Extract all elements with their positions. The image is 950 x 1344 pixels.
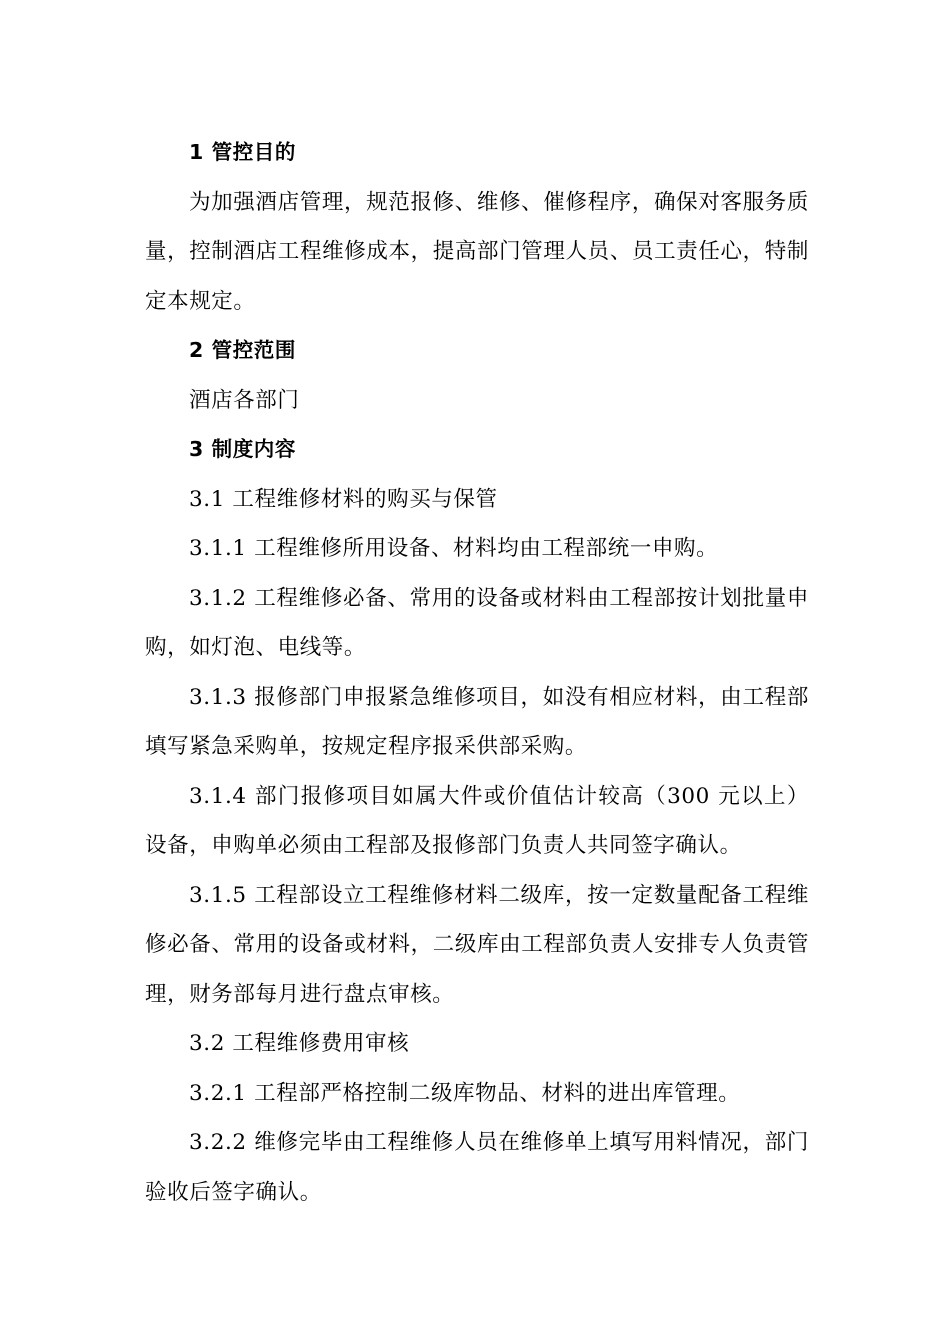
section-heading-content: 3 制度内容 (189, 437, 297, 461)
section-heading-purpose: 1 管控目的 (189, 140, 297, 164)
document-body (145, 128, 809, 1217)
clause-3-1-4: 3.1.4 部门报修项目如属大件或价值估计较高（300 元以上）设备，申购单必须由工程部及报修部门负责人共同签字确认。 (145, 783, 809, 858)
clause-3-1-2: 3.1.2 工程维修必备、常用的设备或材料由工程部按计划批量申购，如灯泡、电线等。 (145, 585, 809, 660)
scope-paragraph: 酒店各部门 (189, 387, 300, 413)
clause-3-1-3: 3.1.3 报修部门申报紧急维修项目，如没有相应材料，由工程部填写紧急采购单，按规定程序报采供部采购。 (145, 684, 809, 759)
clause-3-2-2: 3.2.2 维修完毕由工程维修人员在维修单上填写用料情况，部门验收后签字确认。 (145, 1130, 809, 1205)
purpose-paragraph: 为加强酒店管理，规范报修、维修、催修程序，确保对客服务质量，控制酒店工程维修成本，提高部门管理人员、员工责任心，特制定本规定。 (145, 189, 809, 314)
clause-3-1-5: 3.1.5 工程部设立工程维修材料二级库，按一定数量配备工程维修必备、常用的设备或材料，二级库由工程部负责人安排专人负责管理，财务部每月进行盘点审核。 (145, 882, 809, 1007)
clause-3-1-1: 3.1.1 工程维修所用设备、材料均由工程部统一申购。 (189, 536, 719, 561)
section-heading-scope: 2 管控范围 (189, 338, 297, 362)
subsection-3-2-title: 3.2 工程维修费用审核 (189, 1031, 410, 1056)
clause-3-2-1: 3.2.1 工程部严格控制二级库物品、材料的进出库管理。 (189, 1080, 741, 1106)
subsection-3-1-title: 3.1 工程维修材料的购买与保管 (189, 486, 498, 512)
